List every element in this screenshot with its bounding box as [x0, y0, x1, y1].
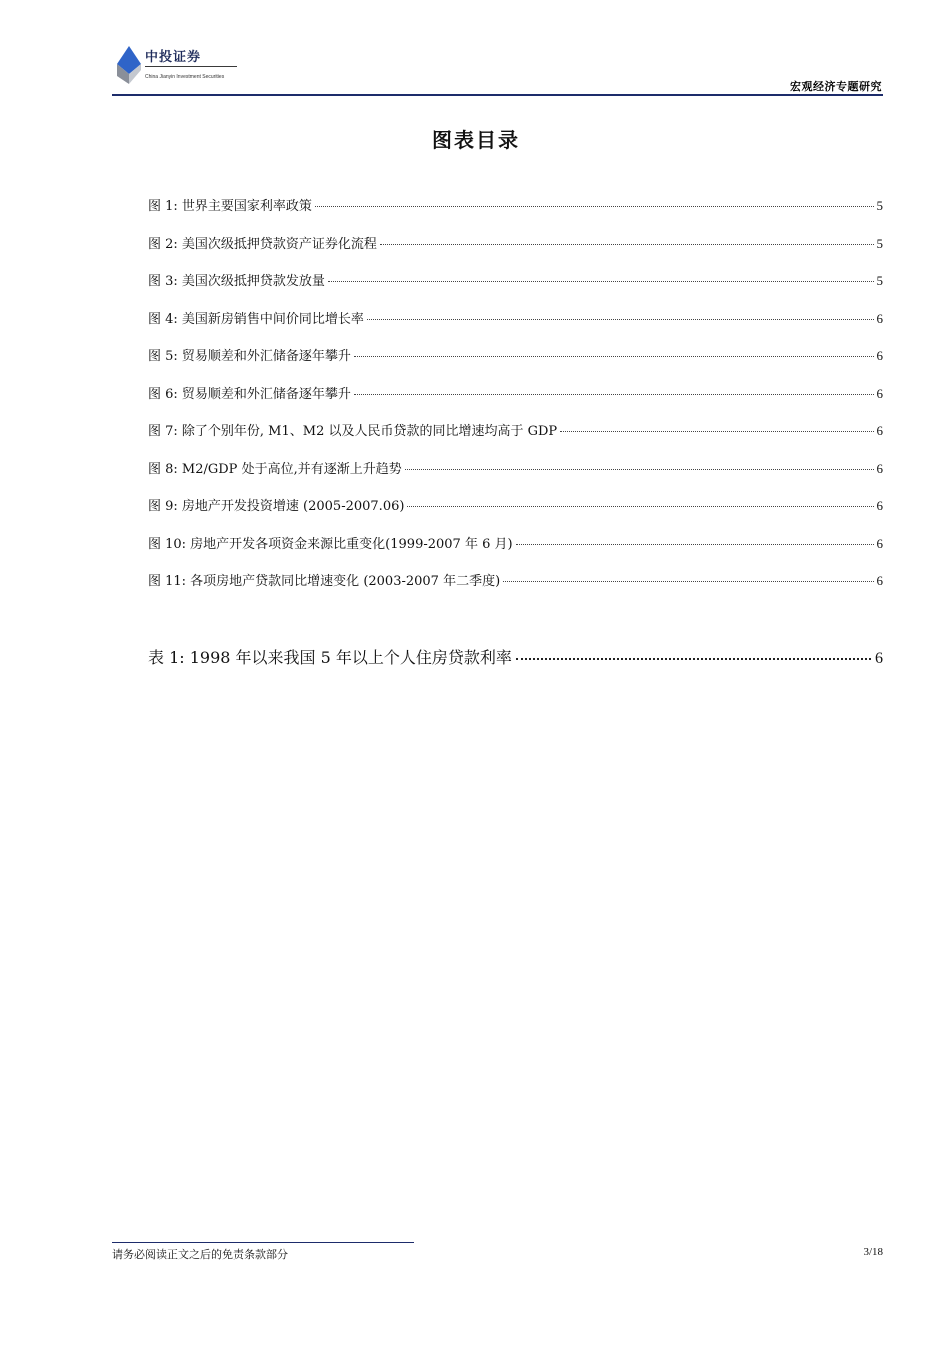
- toc-entry[interactable]: [148, 383, 883, 421]
- toc-entry[interactable]: [148, 345, 883, 383]
- page-header: [0, 0, 952, 100]
- dot-leader: [405, 469, 874, 470]
- toc-entry[interactable]: [148, 458, 883, 496]
- footer-rule: [112, 1242, 414, 1243]
- dot-leader: [367, 319, 874, 320]
- company-logo: [115, 44, 245, 88]
- toc-entry-label: 图 9: 房地产开发投资增速 (2005-2007.06): [148, 499, 405, 514]
- toc-entry-page: 6: [876, 535, 883, 551]
- toc-entry[interactable]: [148, 420, 883, 458]
- dot-leader: [315, 206, 874, 207]
- toc-entry-label: 图 2: 美国次级抵押贷款资产证券化流程: [148, 236, 377, 252]
- toc-entry-label: 图 5: 贸易顺差和外汇储备逐年攀升: [148, 349, 351, 364]
- toc-entry-page: 6: [876, 310, 883, 326]
- logo-underline: [145, 66, 237, 67]
- report-type: 宏观经济专题研究: [790, 80, 882, 93]
- toc-entry-page: 6: [876, 423, 883, 438]
- toc-entry[interactable]: [148, 570, 883, 608]
- toc-entry-label: 图 1: 世界主要国家利率政策: [148, 199, 312, 214]
- dot-leader: [328, 281, 874, 282]
- logo-name-en: China Jianyin Investment Securities: [145, 74, 225, 80]
- toc-entry-label: 图 4: 美国新房销售中间价同比增长率: [148, 311, 364, 327]
- dot-leader: [516, 658, 871, 660]
- dot-leader: [380, 244, 874, 245]
- figure-list: [148, 195, 883, 608]
- toc-entry-page: 5: [876, 235, 883, 251]
- toc-entry-page: 6: [876, 348, 883, 363]
- toc-entry[interactable]: [148, 308, 883, 346]
- toc-entry-page: 5: [876, 198, 883, 213]
- page-title: 图表目录: [432, 128, 520, 152]
- dot-leader: [354, 356, 874, 357]
- toc-entry-label: 图 7: 除了个别年份, M1、M2 以及人民币贷款的同比增速均高于 GDP: [148, 424, 558, 439]
- toc-entry-page: 6: [876, 460, 883, 476]
- logo-name-cn: 中投证券: [145, 50, 202, 65]
- toc-entry[interactable]: [148, 495, 883, 533]
- toc-entry-page: 6: [876, 385, 883, 401]
- toc-entry-label: 图 3: 美国次级抵押贷款发放量: [148, 274, 325, 289]
- dot-leader: [354, 394, 874, 395]
- logo-icon: [115, 44, 143, 88]
- toc-entry-page: 6: [876, 573, 883, 588]
- dot-leader: [407, 506, 873, 507]
- footer-disclaimer: 请务必阅读正文之后的免责条款部分: [112, 1248, 288, 1261]
- page-number: 3/18: [863, 1246, 883, 1258]
- dot-leader: [503, 581, 873, 582]
- toc-entry-page: 6: [875, 650, 883, 667]
- toc-entry[interactable]: [148, 195, 883, 233]
- toc-entry-label: 表 1: 1998 年以来我国 5 年以上个人住房贷款利率: [148, 648, 512, 667]
- toc-entry-page: 6: [876, 498, 883, 513]
- toc-entry-label: 图 8: M2/GDP 处于高位,并有逐渐上升趋势: [148, 461, 402, 477]
- header-rule: [112, 94, 883, 96]
- toc-entry-page: 5: [876, 273, 883, 288]
- toc-entry-label: 图 11: 各项房地产贷款同比增速变化 (2003-2007 年二季度): [148, 574, 501, 589]
- toc-entry-label: 图 6: 贸易顺差和外汇储备逐年攀升: [148, 386, 351, 402]
- toc-entry[interactable]: [148, 533, 883, 571]
- toc-entry[interactable]: [148, 233, 883, 271]
- dot-leader: [560, 431, 873, 432]
- dot-leader: [516, 544, 874, 545]
- table-toc-entry[interactable]: [148, 645, 883, 668]
- toc-entry-label: 图 10: 房地产开发各项资金来源比重变化(1999-2007 年 6 月): [148, 536, 513, 552]
- toc-entry[interactable]: [148, 270, 883, 308]
